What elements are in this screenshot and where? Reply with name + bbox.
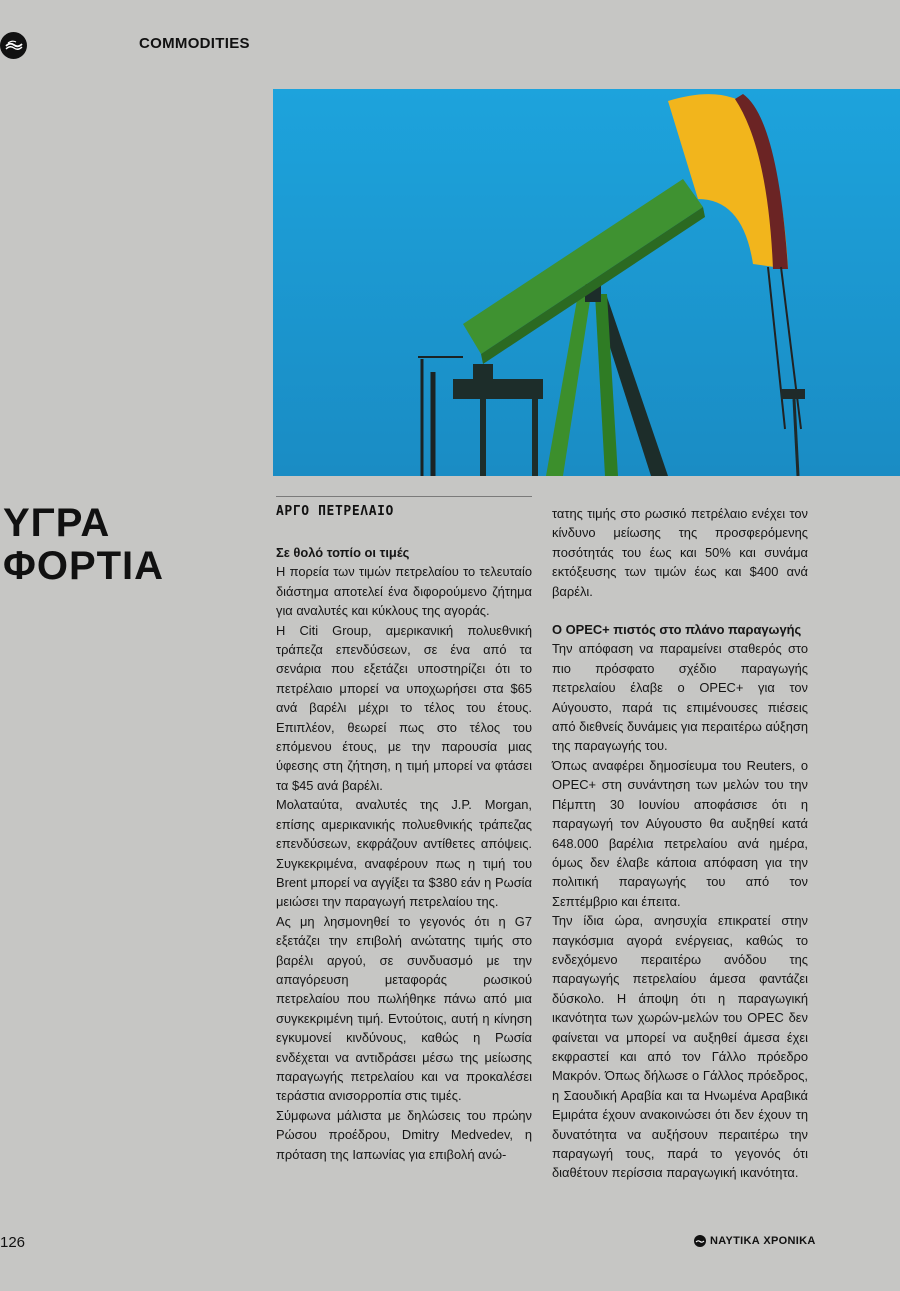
article-column-2 [552, 504, 808, 1183]
headline-line-2: ΦΟΡΤΙΑ [3, 544, 165, 588]
subheading-prices: Σε θολό τοπίο οι τιμές [276, 545, 410, 560]
paragraph: Την απόφαση να παραμείνει σταθερός στο πιο πρόσφατο σχέδιο παραγωγής πετρελαίου έλαβε ο OPEC+ για τον Αύγουστο, παρά τις επιμένουσες πιέσεις από διεθνείς δυνάμεις για περαιτέρω αύξηση της παραγωγής του. [552, 641, 808, 754]
magazine-logo-icon [0, 32, 27, 59]
article-kicker: ΑΡΓΟ ΠΕΤΡΕΛΑΙΟ [276, 504, 394, 519]
brand-logo-icon [694, 1235, 706, 1247]
paragraph: Μολαταύτα, αναλυτές της J.P. Morgan, επίσης αμερικανικής πολυεθνικής τράπεζας επενδύσεων, εκφράζουν αντίθετες απόψεις. Συγκεκριμένα, αναφέρουν πως η τιμή του Brent μπορεί να αγγίξει τα $380 εάν η Ρωσία μειώσει την παραγωγή πετρελαίου της. [276, 797, 532, 910]
article-headline [3, 502, 164, 588]
kicker-divider [276, 496, 532, 497]
brand-name: ΝΑΥΤΙΚΑ ΧΡΟΝΙΚΑ [710, 1235, 816, 1247]
paragraph: τατης τιμής στο ρωσικό πετρέλαιο ενέχει τον κίνδυνο μείωσης της προσφερόμενης ποσότητάς του έως και 50% και συνάμα εκτόξευσης των τιμών έως και $400 ανά βαρέλι. [552, 506, 808, 599]
headline-line-1: ΥΓΡΑ [3, 501, 111, 545]
page-number: 126 [0, 1234, 26, 1251]
paragraph: Η Citi Group, αμερικανική πολυεθνική τράπεζα επενδύσεων, σε ένα από τα σενάρια που εξετάζει υποστηρίζει ότι το πετρέλαιο μπορεί να υποχωρήσει στα $65 ανά βαρέλι μέχρι το τέλος του έτους. Επιπλέον, θεωρεί πως στο τέλος του επόμενου έτους, με την παρουσία μιας ύφεσης στη ζήτηση, η τιμή μπορεί να φτάσει τα $45 ανά βαρέλι. [276, 622, 532, 793]
oil-pumpjack-photo [273, 89, 900, 476]
article-column-1 [276, 543, 532, 1164]
paragraph: Σύμφωνα μάλιστα με δηλώσεις του πρώην Ρώσου προέδρου, Dmitry Medvedev, η πρόταση της Ιαπωνίας για επιβολή ανώ- [276, 1107, 532, 1162]
paragraph: Η πορεία των τιμών πετρελαίου το τελευταίο διάστημα αποτελεί ένα διφορούμενο ζήτημα για αναλυτές και κύκλους της αγοράς. [276, 564, 532, 619]
paragraph: Την ίδια ώρα, ανησυχία επικρατεί στην παγκόσμια αγορά ενέργειας, καθώς το ενδεχόμενο περαιτέρω ανόδου της παραγωγής πετρελαίου άμεσα φαντάζει δύσκολο. Η άποψη ότι η παραγωγική ικανότητα των χωρών-μελών του OPEC δεν φαίνεται να μπορεί να αυξηθεί άμεσα έχει εκφραστεί και από τον Γάλλο πρόεδρο Μακρόν. Όπως δήλωσε ο Γάλλος πρόεδρος, η Σαουδική Αραβία και τα Ηνωμένα Αραβικά Εμιράτα έχουν ανακοινώσει ότι δεν έχουν τη δυνατότητα να αυξήσουν περαιτέρω την παραγωγή τους, παρά το γεγονός ότι διαθέτουν περίσσια παραγωγική ικανότητα. [552, 913, 808, 1181]
publication-brand [694, 1235, 816, 1247]
paragraph: Ας μη λησμονηθεί το γεγονός ότι η G7 εξετάζει την επιβολή ανώτατης τιμής στο βαρέλι αργού, σε συνδυασμό με την απαγόρευση μεταφοράς ρωσικού πετρελαίου που πωλήθηκε πάνω από μια συγκεκριμένη τιμή. Εντούτοις, αυτή η κίνηση εγκυμονεί κινδύνους, καθώς η Ρωσία ενδέχεται να αντιδράσει μέσω της μείωσης παραγωγής πετρελαίου και να προκαλέσει τεράστια ανισορροπία στις τιμές. [276, 913, 532, 1104]
section-label: COMMODITIES [139, 35, 250, 52]
paragraph: Όπως αναφέρει δημοσίευμα του Reuters, ο OPEC+ στη συνάντηση των μελών του την Πέμπτη 30 Ιουνίου αποφάσισε ότι η παραγωγή τον Αύγουστο θα αυξηθεί κατά 648.000 βαρέλια πετρελαίου ανά ημέρα, όμως δεν έλαβε κάποια απόφαση για την πολιτική παραγωγής του από τον Σεπτέμβριο και έπειτα. [552, 757, 808, 909]
subheading-opec: Ο OPEC+ πιστός στο πλάνο παραγωγής [552, 622, 802, 638]
